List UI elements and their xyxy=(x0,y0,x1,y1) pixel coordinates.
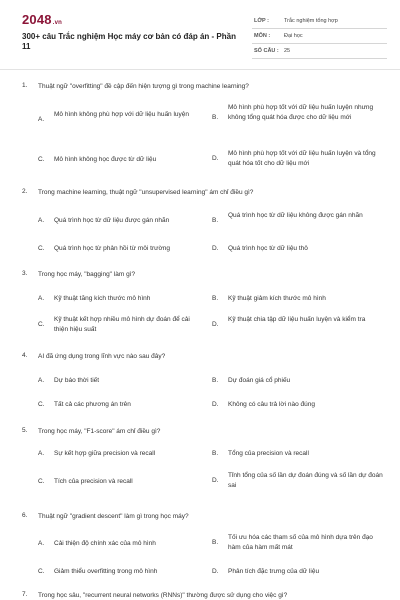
logo-main: 2048 xyxy=(22,12,52,27)
info-key: LỚP : xyxy=(254,18,269,24)
info-row-subject xyxy=(252,29,387,44)
option-letter: C. xyxy=(38,321,45,328)
option-text: Mô hình phù hợp tốt với dữ liệu huấn luyện và tổng quát hóa tốt cho dữ liệu mới xyxy=(228,150,376,167)
option-text: Tỉnh tổng của số lần dự đoán đúng và số lần dự đoán sai xyxy=(228,472,383,489)
document-title: 300+ câu Trắc nghiệm Học máy cơ bản có đáp án - Phần 11 xyxy=(22,32,236,51)
info-row-count xyxy=(252,44,387,59)
question-number: 4. xyxy=(22,352,28,359)
option-text: Kỹ thuật kết hợp nhiều mô hình dự đoán để cải thiện hiệu suất xyxy=(54,316,190,333)
option-letter: C. xyxy=(38,245,45,252)
option-text: Giảm thiểu overfitting trong mô hình xyxy=(54,568,158,575)
option-text: Quá trình học từ dữ liệu không được gán nhãn xyxy=(228,212,363,219)
option-letter: A. xyxy=(38,540,45,547)
option-text: Kỹ thuật giảm kích thước mô hình xyxy=(228,295,326,302)
option-text: Dự báo thời tiết xyxy=(54,377,100,384)
question-text: Trong học máy, "bagging" làm gì? xyxy=(38,271,136,278)
option-letter: D. xyxy=(212,321,219,328)
option-text: Kỹ thuật chia tập dữ liệu huấn luyện và kiểm tra xyxy=(228,316,366,323)
option-letter: A. xyxy=(38,450,45,457)
site-logo[interactable] xyxy=(22,12,62,27)
question-text: AI đã ứng dụng trong lĩnh vực nào sau đây? xyxy=(38,353,166,360)
question-number: 2. xyxy=(22,188,28,195)
option-letter: A. xyxy=(38,217,45,224)
option-letter: D. xyxy=(212,477,219,484)
document-header xyxy=(0,0,400,70)
question-text: Trong học sâu, "recurrent neural networks (RNNs)" thường được sử dụng cho việc gì? xyxy=(38,592,288,599)
info-table xyxy=(252,14,387,59)
logo-domain: .vn xyxy=(52,20,63,26)
option-text: Phân tích đặc trưng của dữ liệu xyxy=(228,568,320,575)
option-text: Dự đoán giá cổ phiếu xyxy=(228,377,291,384)
question-text: Trong học máy, "F1-score" ám chỉ điều gì? xyxy=(38,428,161,435)
option-text: Mô hình không phù hợp với dữ liệu huấn luyện xyxy=(54,111,190,118)
option-text: Sự kết hợp giữa precision và recall xyxy=(54,450,156,457)
info-value: 25 xyxy=(284,48,291,54)
question-text: Trong machine learning, thuật ngữ "unsupervised learning" ám chỉ điều gì? xyxy=(38,189,254,196)
info-value: Trắc nghiệm tổng hợp xyxy=(284,18,338,24)
info-key: SỐ CÂU : xyxy=(254,48,279,54)
question-number: 6. xyxy=(22,512,28,519)
option-text: Quá trình học từ dữ liệu thô xyxy=(228,245,308,252)
option-letter: A. xyxy=(38,295,45,302)
question-number: 3. xyxy=(22,270,28,277)
option-text: Quá trình học từ phản hồi từ môi trường xyxy=(54,245,170,252)
option-letter: B. xyxy=(212,217,219,224)
option-letter: A. xyxy=(38,116,45,123)
option-text: Không có câu trả lời nào đúng xyxy=(228,401,316,408)
option-text: Cải thiện độ chính xác của mô hình xyxy=(54,540,156,547)
option-letter: C. xyxy=(38,156,45,163)
option-letter: B. xyxy=(212,377,219,384)
option-text: Tối ưu hóa các tham số của mô hình dựa trên đạo hàm của hàm mất mát xyxy=(228,534,373,551)
option-text: Tích của precision và recall xyxy=(54,478,133,485)
header-divider xyxy=(0,69,400,70)
info-key: MÔN : xyxy=(254,33,271,39)
option-text: Kỹ thuật tăng kích thước mô hình xyxy=(54,295,151,302)
option-letter: D. xyxy=(212,245,219,252)
question-number: 7. xyxy=(22,591,28,598)
info-row-class xyxy=(252,14,387,29)
question-text: Thuật ngữ "overfitting" đề cập đến hiện tượng gì trong machine learning? xyxy=(38,83,249,90)
option-letter: C. xyxy=(38,478,45,485)
option-text: Mô hình phù hợp tốt với dữ liệu huấn luyện nhưng không tổng quát hóa được cho dữ liệu mới xyxy=(228,104,374,121)
question-number: 1. xyxy=(22,82,28,89)
option-letter: D. xyxy=(212,568,219,575)
option-letter: B. xyxy=(212,539,219,546)
option-letter: B. xyxy=(212,114,219,121)
option-letter: C. xyxy=(38,568,45,575)
option-letter: B. xyxy=(212,450,219,457)
option-text: Quá trình học từ dữ liệu được gán nhãn xyxy=(54,217,170,224)
info-value: Đại học xyxy=(284,33,303,39)
question-number: 5. xyxy=(22,427,28,434)
option-text: Tất cả các phương án trên xyxy=(54,401,131,408)
option-letter: C. xyxy=(38,401,45,408)
option-letter: B. xyxy=(212,295,219,302)
option-letter: A. xyxy=(38,377,45,384)
option-letter: D. xyxy=(212,155,219,162)
question-text: Thuật ngữ "gradient descent" làm gì trong học máy? xyxy=(38,513,189,520)
option-letter: D. xyxy=(212,401,219,408)
option-text: Mô hình không học được từ dữ liệu xyxy=(54,156,157,163)
option-text: Tổng của precision và recall xyxy=(228,450,309,457)
